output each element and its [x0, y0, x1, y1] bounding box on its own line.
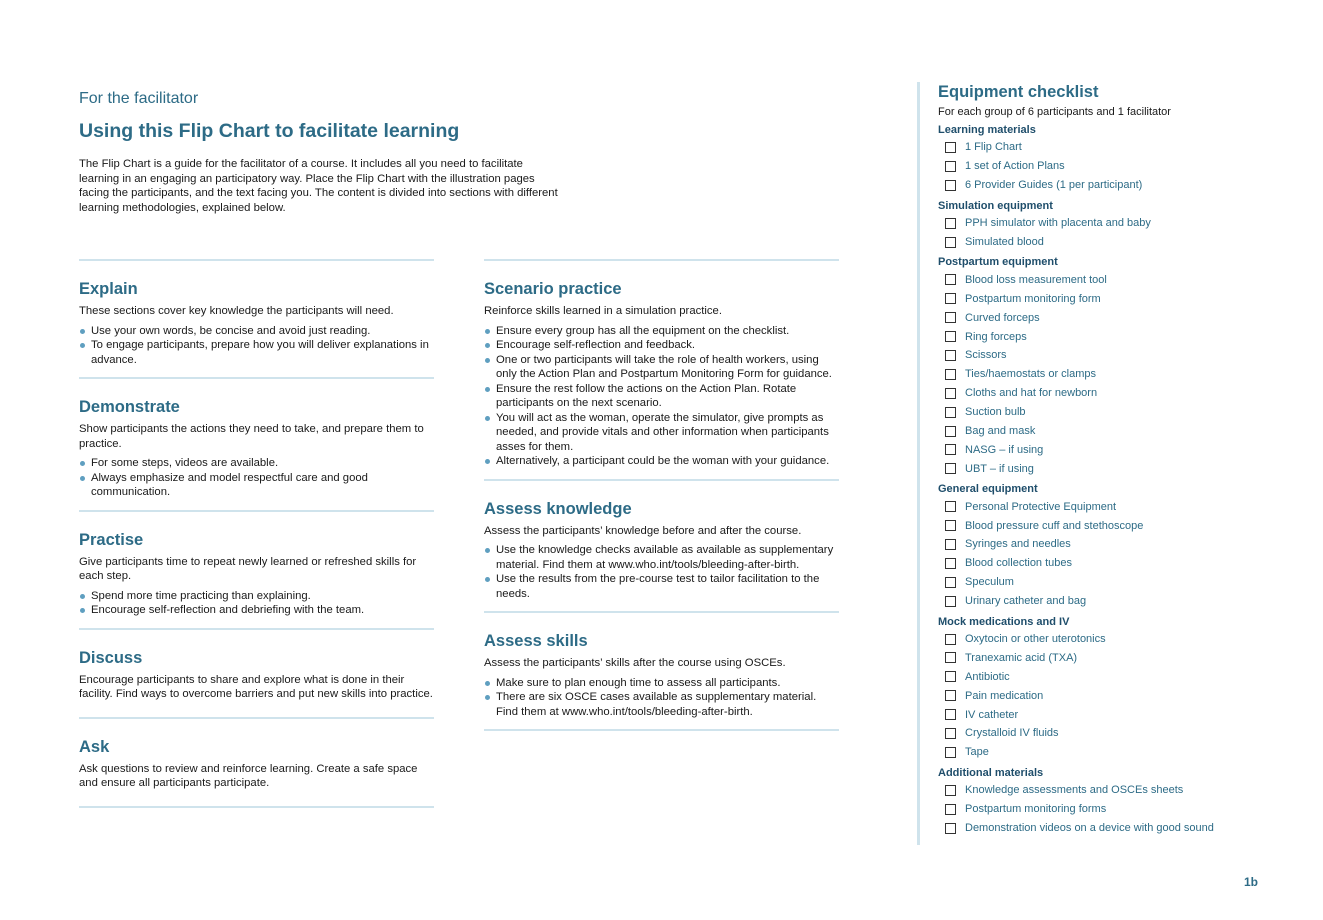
section-title: Assess knowledge — [484, 499, 632, 518]
section-scenario-practice — [484, 259, 839, 479]
bullet-item: You will act as the woman, operate the simulator, give prompts as needed, and provide vitals and other information when participants asses for them. — [484, 411, 839, 455]
checkbox[interactable] — [945, 823, 956, 834]
checklist-item-label: Blood pressure cuff and stethoscope — [965, 519, 1144, 532]
checkbox[interactable] — [945, 804, 956, 815]
section-title: Explain — [79, 280, 138, 298]
checklist-item-label: Demonstration videos on a device with good sound — [965, 822, 1214, 835]
checkbox[interactable] — [945, 539, 956, 550]
checklist-item-label: Personal Protective Equipment — [965, 500, 1117, 513]
left-column — [79, 259, 434, 808]
checkbox[interactable] — [945, 501, 956, 512]
checklist-item-label: Tape — [965, 746, 989, 759]
checklist-item-label: NASG – if using — [965, 443, 1044, 456]
checkbox[interactable] — [945, 671, 956, 682]
checkbox[interactable] — [945, 426, 956, 437]
checklist-item-label: 1 set of Action Plans — [965, 160, 1065, 173]
checklist-item-label: Ties/haemostats or clamps — [965, 368, 1097, 381]
checkbox[interactable] — [945, 577, 956, 588]
checklist-group-heading: Postpartum equipment — [938, 256, 1058, 269]
checklist-item — [938, 365, 1308, 384]
checklist-item — [938, 535, 1308, 554]
section-description: These sections cover key knowledge the participants will need. — [79, 305, 394, 317]
checkbox[interactable] — [945, 369, 956, 380]
checklist-item — [938, 630, 1308, 649]
checklist-group-heading: Mock medications and IV — [938, 615, 1070, 628]
checkbox[interactable] — [945, 690, 956, 701]
checkbox[interactable] — [945, 444, 956, 455]
checklist-group-heading: Additional materials — [938, 766, 1044, 779]
checklist-item-label: Cloths and hat for newborn — [965, 387, 1098, 400]
bullet-list — [484, 324, 839, 469]
checklist-item — [938, 176, 1308, 195]
bullet-item: Use the results from the pre-course test to tailor facilitation to the needs. — [484, 572, 839, 601]
checkbox[interactable] — [945, 728, 956, 739]
page-number: 1b — [1244, 875, 1259, 889]
checklist-item — [938, 554, 1308, 573]
section-ask — [79, 717, 434, 808]
section-description: Give participants time to repeat newly learned or refreshed skills for each step. — [79, 555, 417, 582]
checklist-item-label: Tranexamic acid (TXA) — [965, 651, 1078, 664]
section-practise — [79, 510, 434, 628]
checklist-item-label: Knowledge assessments and OSCEs sheets — [965, 784, 1184, 797]
checkbox[interactable] — [945, 274, 956, 285]
checklist-item-label: Antibiotic — [965, 670, 1010, 683]
intro-text: The Flip Chart is a guide for the facilitator of a course. It includes all you need to facilitate learning in an engaging an participatory way. Place the Flip Chart with the illustration pages facing the participants, and the text facing you. The content is divided into sections with different learning methodologies, explained below. — [79, 158, 558, 214]
checklist-item-label: Syringes and needles — [965, 538, 1071, 551]
section-description: Ask questions to review and reinforce learning. Create a safe space and ensure all participants participate. — [79, 762, 418, 789]
checkbox[interactable] — [945, 350, 956, 361]
checklist-item — [938, 667, 1308, 686]
checklist-item — [938, 686, 1308, 705]
checkbox[interactable] — [945, 407, 956, 418]
section-assess-knowledge — [484, 479, 839, 612]
checkbox[interactable] — [945, 747, 956, 758]
checkbox[interactable] — [945, 142, 956, 153]
middle-column — [484, 259, 839, 731]
section-title: Discuss — [79, 648, 143, 667]
checklist-item-label: Speculum — [965, 576, 1014, 589]
bullet-list — [79, 324, 434, 368]
checkbox[interactable] — [945, 331, 956, 342]
checklist-item — [938, 592, 1308, 611]
equipment-checklist — [917, 82, 1308, 845]
checklist-group-heading: Learning materials — [938, 124, 1036, 136]
bullet-item: Use your own words, be concise and avoid just reading. — [79, 324, 434, 339]
checkbox[interactable] — [945, 634, 956, 645]
checklist-item — [938, 705, 1308, 724]
bullet-list — [79, 589, 434, 618]
checklist-item — [938, 327, 1308, 346]
checklist-group-heading: Simulation equipment — [938, 199, 1053, 212]
checklist-item-label: Scissors — [965, 349, 1007, 362]
checklist-item-label: Urinary catheter and bag — [965, 595, 1087, 608]
checkbox[interactable] — [945, 161, 956, 172]
checklist-item — [938, 743, 1308, 762]
bullet-item: Alternatively, a participant could be the woman with your guidance. — [484, 454, 839, 469]
checklist-item — [938, 289, 1308, 308]
bullet-item: Ensure every group has all the equipment on the checklist. — [484, 324, 839, 339]
bullet-list — [79, 456, 434, 500]
section-description: Assess the participants’ knowledge before and after the course. — [484, 524, 802, 537]
checklist-item-label: Oxytocin or other uterotonics — [965, 633, 1106, 646]
checklist-item — [938, 800, 1308, 819]
section-title: Practise — [79, 530, 144, 549]
bullet-item: Encourage self-reflection and feedback. — [484, 338, 839, 353]
checklist-item-label: Pain medication — [965, 689, 1044, 702]
checkbox[interactable] — [945, 596, 956, 607]
checklist-item — [938, 403, 1308, 422]
page-title: Using this Flip Chart to facilitate learning — [79, 120, 460, 142]
checklist-item-label: Bag and mask — [965, 425, 1036, 438]
checklist-item — [938, 648, 1308, 667]
bullet-item: To engage participants, prepare how you will deliver explanations in advance. — [79, 338, 434, 367]
checklist-item-label: PPH simulator with placenta and baby — [965, 217, 1151, 230]
section-description: Reinforce skills learned in a simulation practice. — [484, 305, 722, 317]
bullet-item: Use the knowledge checks available as available as supplementary material. Find them at www.who.int/tools/bleeding-after-birth. — [484, 543, 839, 572]
checklist-item-label: Postpartum monitoring form — [965, 292, 1101, 305]
section-title: Scenario practice — [484, 280, 622, 298]
checkbox[interactable] — [945, 180, 956, 191]
checklist-item — [938, 138, 1308, 157]
checklist-item-label: Suction bulb — [965, 406, 1026, 419]
checklist-item-label: 1 Flip Chart — [965, 141, 1022, 154]
checklist-item — [938, 233, 1308, 252]
checklist-item-label: UBT – if using — [965, 462, 1034, 475]
checklist-item — [938, 497, 1308, 516]
checklist-group-heading: General equipment — [938, 483, 1038, 496]
checklist-item — [938, 440, 1308, 459]
eyebrow: For the facilitator — [79, 90, 199, 107]
checklist-item-label: Postpartum monitoring forms — [965, 803, 1107, 816]
section-title: Demonstrate — [79, 398, 180, 416]
checklist-item-label: Blood collection tubes — [965, 557, 1073, 570]
section-title: Ask — [79, 737, 110, 756]
checklist-item — [938, 459, 1308, 478]
checklist-item — [938, 157, 1308, 176]
section-description: Assess the participants’ skills after the course using OSCEs. — [484, 657, 786, 669]
checklist-groups — [938, 123, 1308, 838]
section-demonstrate — [79, 377, 434, 510]
bullet-item: Encourage self-reflection and debriefing with the team. — [79, 603, 434, 618]
bullet-item: There are six OSCE cases available as supplementary material. Find them at www.who.int/tools/bleeding-after-birth. — [484, 690, 839, 719]
header-block — [79, 90, 559, 215]
checkbox[interactable] — [945, 463, 956, 474]
section-description: Show participants the actions they need to take, and prepare them to practice. — [79, 423, 424, 450]
checklist-item — [938, 516, 1308, 535]
checklist-item — [938, 422, 1308, 441]
checklist-item-label: Crystalloid IV fluids — [965, 727, 1059, 740]
checklist-item — [938, 384, 1308, 403]
bullet-item: Spend more time practicing than explaining. — [79, 589, 434, 604]
section-description: Encourage participants to share and explore what is done in their facility. Find ways to overcome barriers and put new skills into practice. — [79, 673, 433, 700]
checklist-title: Equipment checklist — [938, 83, 1099, 101]
checklist-item-label: 6 Provider Guides (1 per participant) — [965, 179, 1143, 192]
checklist-item-label: Simulated blood — [965, 236, 1044, 248]
bullet-item: For some steps, videos are available. — [79, 456, 434, 471]
checklist-item-label: Curved forceps — [965, 311, 1040, 324]
checklist-item — [938, 346, 1308, 365]
checklist-item — [938, 724, 1308, 743]
checkbox[interactable] — [945, 709, 956, 720]
checklist-item — [938, 781, 1308, 800]
checkbox[interactable] — [945, 312, 956, 323]
section-discuss — [79, 628, 434, 717]
checklist-item — [938, 819, 1308, 838]
section-assess-skills — [484, 611, 839, 731]
bullet-item: Ensure the rest follow the actions on the Action Plan. Rotate participants on the next scenario. — [484, 382, 839, 411]
checklist-item-label: Ring forceps — [965, 330, 1027, 343]
bullet-item: Make sure to plan enough time to assess all participants. — [484, 676, 839, 691]
checkbox[interactable] — [945, 293, 956, 304]
checkbox[interactable] — [945, 785, 956, 796]
checkbox[interactable] — [945, 558, 956, 569]
bullet-item: One or two participants will take the role of health workers, using only the Action Plan and Postpartum Monitoring Form for guidance. — [484, 353, 839, 382]
checkbox[interactable] — [945, 388, 956, 399]
checklist-item — [938, 308, 1308, 327]
checklist-subtitle: For each group of 6 participants and 1 facilitator — [938, 106, 1171, 118]
checklist-item — [938, 270, 1308, 289]
checklist-item-label: Blood loss measurement tool — [965, 273, 1107, 286]
checkbox[interactable] — [945, 652, 956, 663]
bullet-list — [484, 676, 839, 720]
checklist-item — [938, 214, 1308, 233]
section-title: Assess skills — [484, 632, 588, 650]
bullet-list — [484, 543, 839, 601]
checklist-item-label: IV catheter — [965, 708, 1019, 721]
checklist-item — [938, 573, 1308, 592]
checkbox[interactable] — [945, 218, 956, 229]
checkbox[interactable] — [945, 520, 956, 531]
section-explain — [79, 259, 434, 377]
checkbox[interactable] — [945, 237, 956, 248]
bullet-item: Always emphasize and model respectful care and good communication. — [79, 471, 434, 500]
